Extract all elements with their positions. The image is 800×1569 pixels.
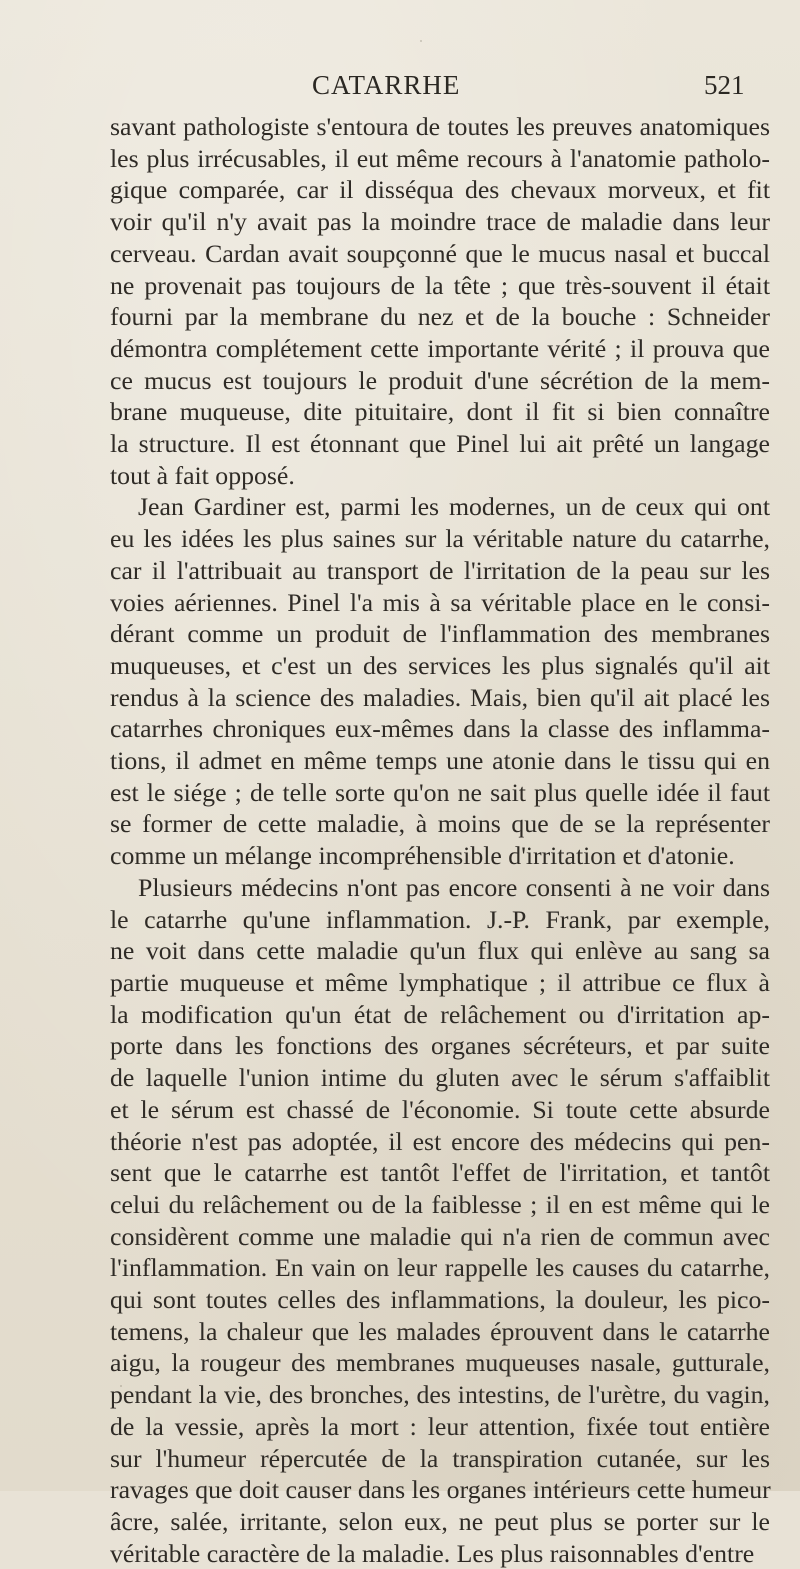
text-line: qui sont toutes celles des inflammations, la douleur, les pico-	[110, 1285, 770, 1315]
text-line: Plusieurs médecins n'ont pas encore consenti à ne voir dans	[138, 872, 770, 902]
body-text	[110, 111, 770, 1569]
text-line: porte dans les fonctions des organes sécréteurs, et par suite	[110, 1031, 770, 1061]
text-line: de laquelle l'union intime du gluten avec le sérum s'affaiblit	[110, 1063, 770, 1093]
text-line: rendus à la science des maladies. Mais, bien qu'il ait placé les	[110, 682, 770, 712]
text-line: ce mucus est toujours le produit d'une sécrétion de la mem-	[110, 365, 770, 395]
text-line: théorie n'est pas adoptée, il est encore des médecins qui pen-	[110, 1126, 770, 1156]
text-line: et le sérum est chassé de l'économie. Si toute cette absurde	[110, 1094, 770, 1124]
text-line: gique comparée, car il disséqua des chevaux morveux, et fit	[110, 175, 770, 205]
text-line: la structure. Il est étonnant que Pinel lui ait prêté un langage	[110, 429, 770, 459]
text-line: catarrhes chroniques eux-mêmes dans la classe des inflamma-	[110, 714, 770, 744]
text-line: pendant la vie, des bronches, des intestins, de l'urètre, du vagin,	[110, 1380, 770, 1410]
text-line: les plus irrécusables, il eut même recours à l'anatomie patholo-	[110, 143, 770, 173]
text-line: sent que le catarrhe est tantôt l'effet de l'irritation, et tantôt	[110, 1158, 770, 1188]
paper-speck	[640, 1300, 642, 1302]
running-title: CATARRHE	[312, 70, 461, 100]
page-header	[0, 70, 800, 110]
text-line: dérant comme un produit de l'inflammation des membranes	[110, 619, 770, 649]
text-line: est le siége ; de telle sorte qu'on ne sait plus quelle idée il faut	[110, 777, 770, 807]
text-line: ravages que doit causer dans les organes intérieurs cette humeur	[110, 1475, 771, 1505]
paper-speck	[120, 1385, 122, 1387]
text-line: ne provenait pas toujours de la tête ; que très-souvent il était	[110, 270, 770, 300]
text-line: démontra complétement cette importante vérité ; il prouva que	[110, 333, 770, 363]
text-line: cerveau. Cardan avait soupçonné que le mucus nasal et buccal	[110, 238, 770, 268]
text-line: la modification qu'un état de relâchement ou d'irritation ap-	[110, 999, 770, 1029]
text-line: partie muqueuse et même lymphatique ; il attribue ce flux à	[110, 967, 770, 997]
text-line: véritable caractère de la maladie. Les plus raisonnables d'entre	[110, 1538, 755, 1568]
text-line: fourni par la membrane du nez et de la bouche : Schneider	[110, 302, 770, 332]
page-number: 521	[704, 70, 745, 100]
text-line: aigu, la rougeur des membranes muqueuses nasale, gutturale,	[110, 1348, 770, 1378]
text-line: Jean Gardiner est, parmi les modernes, un de ceux qui ont	[138, 492, 770, 522]
text-line: ne voit dans cette maladie qu'un flux qui enlève au sang sa	[110, 936, 770, 966]
text-line: eu les idées les plus saines sur la véritable nature du catarrhe,	[110, 524, 770, 554]
text-line: temens, la chaleur que les malades éprouvent dans le catarrhe	[110, 1316, 770, 1346]
text-line: celui du relâchement ou de la faiblesse ; il en est même qui le	[110, 1189, 770, 1219]
paper-speck	[420, 40, 422, 42]
text-line: le catarrhe qu'une inflammation. J.-P. Frank, par exemple,	[110, 904, 770, 934]
text-line: brane muqueuse, dite pituitaire, dont il fit si bien connaître	[110, 397, 770, 427]
text-line: de la vessie, après la mort : leur attention, fixée tout entière	[110, 1411, 770, 1441]
text-line: voies aériennes. Pinel l'a mis à sa véritable place en le consi-	[110, 587, 770, 617]
text-line: tout à fait opposé.	[110, 460, 295, 490]
text-line: sur l'humeur répercutée de la transpiration cutanée, sur les	[110, 1443, 770, 1473]
text-line: savant pathologiste s'entoura de toutes les preuves anatomiques	[110, 112, 770, 141]
text-line: l'inflammation. En vain on leur rappelle les causes du catarrhe,	[110, 1253, 770, 1283]
text-line: tions, il admet en même temps une atonie dans le tissu qui en	[110, 746, 770, 776]
text-line: se former de cette maladie, à moins que de se la représenter	[110, 809, 770, 839]
text-line: âcre, salée, irritante, selon eux, ne peut plus se porter sur le	[110, 1506, 770, 1536]
text-line: considèrent comme une maladie qui n'a rien de commun avec	[110, 1221, 770, 1251]
text-line: car il l'attribuait au transport de l'irritation de la peau sur les	[110, 555, 770, 585]
text-line: voir qu'il n'y avait pas la moindre trace de maladie dans leur	[110, 207, 770, 237]
text-line: muqueuses, et c'est un des services les plus signalés qu'il ait	[110, 650, 770, 680]
text-line: comme un mélange incompréhensible d'irritation et d'atonie.	[110, 841, 735, 871]
